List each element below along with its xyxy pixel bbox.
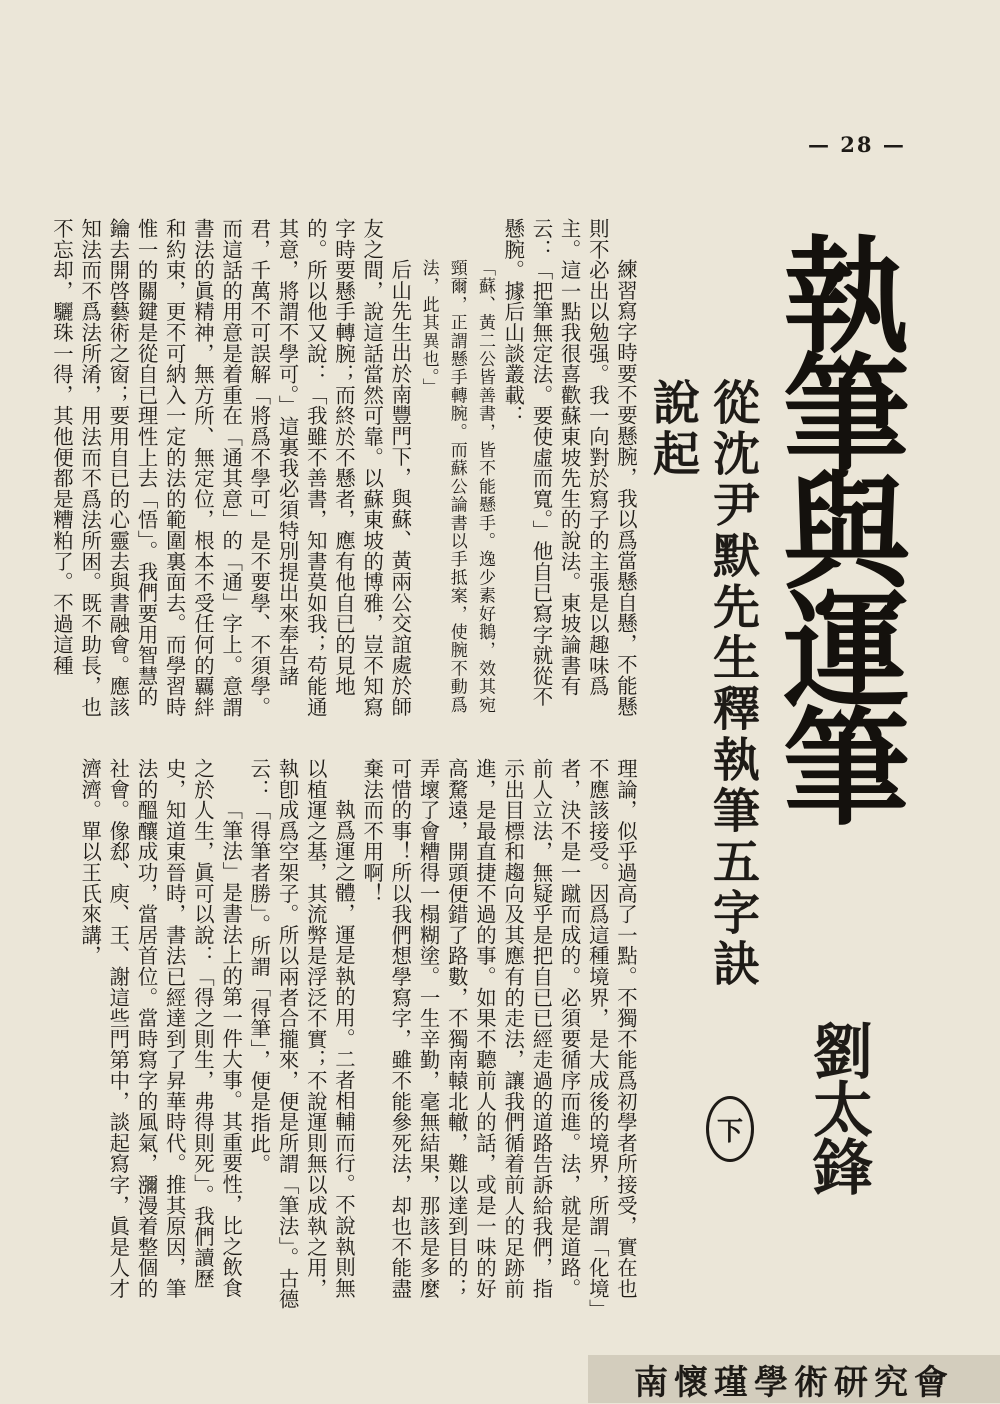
- watermark-bar: [588, 1355, 1000, 1403]
- paragraph: 后山先生出於南豐門下，與蘇、黃兩公交誼處於師友之間，說這話當然可靠。以蘇東坡的博雅，豈不知寫字時要懸手轉腕；而終於不懸者，應有他自已的見地的。所以他又說：「我雖不善書，知書莫如我；苟能通其意，將謂不學可。」這裏我必須特別提出來奉告諸君，千萬不可誤解「將爲不學可」是不要學、不須學。而這話的用意是着重在「通其意」的「通」字上。意謂書法的眞精神，無方所、無定位，根本不受任何的覊絆和約束，更不可納入一定的法的範圍裏面去。而學習時惟一的關鍵是從自已理性上去「悟」。我們要用智慧的鑰去開啓藝術之窗；要用自已的心靈去與書融會。應該知法而不爲法所淆，用法而不爲法所困。既不助長，也不忘却，驪珠一得，其他便都是糟粕了。不過這種: [49, 218, 413, 718]
- block-quote: 「蘇、黃二公皆善書，皆不能懸手。逸少素好鵝，效其宛頸爾，正謂懸手轉腕。而蘇公論書以手抵案，使腕不動爲法，此其異也。」: [418, 258, 495, 714]
- body-column-top: [49, 218, 640, 723]
- paragraph: 執爲運之體，運是執的用。二者相輔而行。不說執則無以植運之基，其流弊是浮泛不實；不說運則無以成執之用，執卽成爲空架子。所以兩者合攏來，便是所謂「筆法」。古德云：「得筆者勝」。所謂「得筆」，便是指此。: [247, 758, 356, 1310]
- article-subtitle: 從沈尹默先生釋執筆五字訣說起: [645, 378, 760, 990]
- author-name: 劉太鋒: [803, 1020, 873, 1194]
- paragraph: 理論，似乎過高了一點。不獨不能爲初學者所接受，實在也不應該接受。因爲這種境界，是大成後的境界，所謂「化境」者，決不是一蹴而成的。必須要循序而進。法，就是道路。前人立法，無疑乎是把自已已經走過的道路告訴給我們，指示出目標和趨向及其應有的走法，讓我們循着前人的足跡前進，是最直捷不過的事。如果不聽前人的話，或是一味的好高騖遠，開頭便錯了路數，不獨南轅北轍，難以達到目的；弄壞了會糟得一榻糊塗。一生辛勤，毫無結果，那該是多麼可惜的事！所以我們想學寫字，雖不能參死法，却也不能盡棄法而不用啊！: [360, 758, 638, 1310]
- body-column-bottom: [78, 758, 640, 1313]
- page-number: — 28 —: [808, 132, 906, 157]
- paragraph: 「筆法」是書法上的第一件大事。其重要性，比之飲食之於人生，眞可以說：「得之則生，弗得則死」。我們讀歷史，知道東晉時，書法已經達到了昇華時代。推其原因，筆法的醞釀成功，當居首位。當時寫字的風氣，瀰漫着整個的社會。像郄、庾、王、謝這些門第中，談起寫字，眞是人才濟濟。單以王氏來講，: [78, 758, 244, 1299]
- part-label: 下: [706, 1096, 754, 1162]
- watermark-text: 南懷瑾學術研究會: [634, 1362, 954, 1403]
- paragraph: 練習寫字時要不要懸腕，我以爲當懸自懸，不能懸則不必出以勉强。我一向對於寫子的主張是以趣味爲主。這一點我很喜歡蘇東坡先生的說法。東坡論書有云：「把筆無定法。要使虛而寬。」他自已寫字就從不懸腕。據后山談叢載：: [501, 218, 638, 717]
- article-title: 執筆與運筆: [763, 230, 911, 820]
